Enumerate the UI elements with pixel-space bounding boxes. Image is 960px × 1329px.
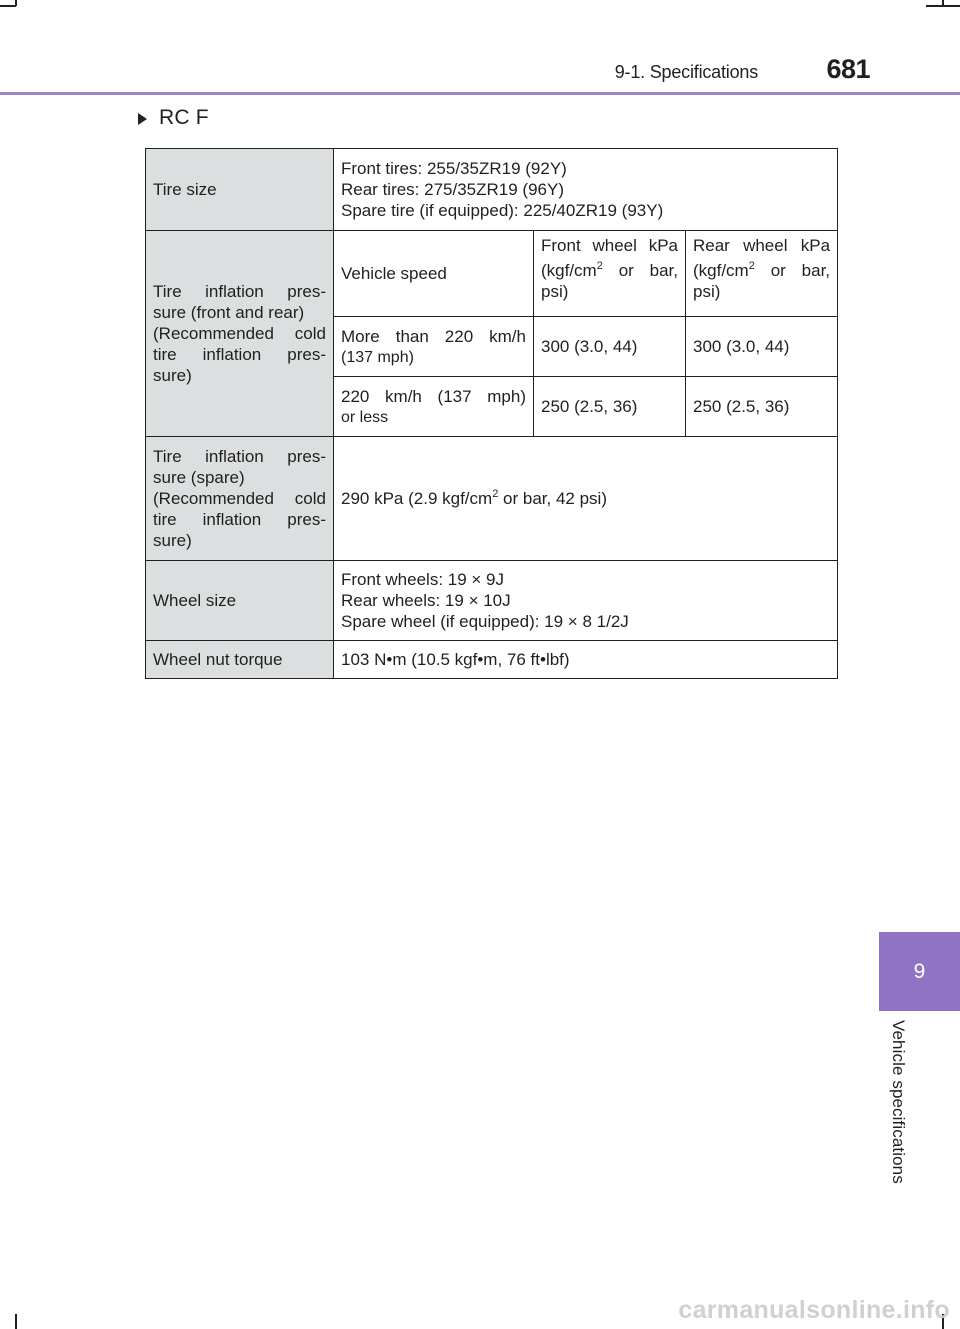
- header-front-wheel: Front wheel kPa ($kgf/cm^2$ or bar, psi): [534, 231, 686, 317]
- label-inflation-spare: Tire inflation pres- sure (spare) (Recommended cold tire inflation pres- sure): [146, 437, 334, 561]
- crop-mark: [926, 5, 960, 7]
- crop-mark: [15, 1314, 17, 1329]
- value-inflation-spare: 290 kPa (2.9 kgf/$cm^2$ or bar, 42 psi): [334, 437, 838, 561]
- rear-pressure-cell: 300 (3.0, 44): [686, 317, 838, 377]
- chapter-title: Vehicle specifications: [889, 1020, 908, 1184]
- model-label: RC F: [159, 106, 209, 129]
- watermark: carmanualsonline.info: [678, 1296, 950, 1324]
- front-pressure-cell: 250 (2.5, 36): [534, 377, 686, 437]
- right-triangle-icon: [138, 113, 147, 125]
- value-tire-size: [334, 149, 838, 231]
- section-title: 9-1. Specifications: [614, 62, 758, 82]
- value-wheel-nut-torque: 103 N•m (10.5 kgf•m, 76 ft•lbf): [334, 641, 838, 679]
- label-wheel-nut-torque: Wheel nut torque: [146, 641, 334, 679]
- table-row: [146, 561, 838, 641]
- tire-size-spare: Spare tire (if equipped): 225/40ZR19 (93Y): [341, 201, 664, 220]
- table-row: [146, 641, 838, 679]
- tire-spec-table: [145, 148, 838, 679]
- header-vehicle-speed: Vehicle speed: [334, 231, 534, 317]
- label-wheel-size: Wheel size: [146, 561, 334, 641]
- table-row: [146, 437, 838, 561]
- chapter-number: 9: [913, 959, 926, 983]
- table-row: [146, 231, 838, 317]
- tire-size-rear: Rear tires: 275/35ZR19 (96Y): [341, 180, 564, 199]
- header-rear-wheel: Rear wheel kPa ($kgf/cm^2$ or bar, psi): [686, 231, 838, 317]
- speed-cell: More than 220 km/h (137 mph): [334, 317, 534, 377]
- model-heading: [138, 106, 209, 130]
- chapter-tab[interactable]: [879, 932, 960, 1011]
- label-inflation-front-rear: Tire inflation pres- sure (front and rear) (Recommended cold tire inflation pres- sure): [146, 231, 334, 437]
- header-rule: [0, 92, 960, 95]
- value-wheel-size: Front wheels: 19 × 9J Rear wheels: 19 × 10J Spare wheel (if equipped): 19 × 8 1/2J: [334, 561, 838, 641]
- speed-cell: 220 km/h (137 mph) or less: [334, 377, 534, 437]
- page-number: 681: [826, 54, 870, 84]
- rear-pressure-cell: 250 (2.5, 36): [686, 377, 838, 437]
- table-row: [146, 149, 838, 231]
- crop-mark: [0, 5, 16, 7]
- label-tire-size: Tire size: [146, 149, 334, 231]
- tire-size-front: Front tires: 255/35ZR19 (92Y): [341, 159, 567, 178]
- front-pressure-cell: 300 (3.0, 44): [534, 317, 686, 377]
